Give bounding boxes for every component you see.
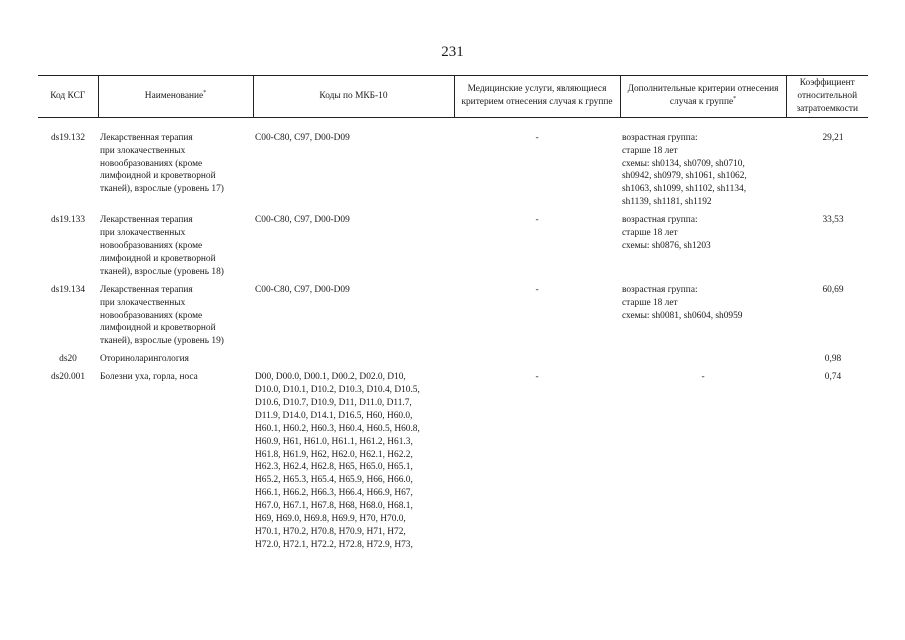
mkb-codes-line: H67.0, H67.1, H67.8, H68, H68.0, H68.1, [255, 501, 413, 512]
ksg-name-line: при злокачественных [100, 297, 186, 308]
criteria-line: схемы: sh0134, sh0709, sh0710, [622, 158, 745, 169]
mkb-codes-line: C00-C80, C97, D00-D09 [255, 132, 350, 143]
mkb-codes-line: H60.1, H60.2, H60.3, H60.4, H60.5, H60.8, [255, 423, 420, 434]
ksg-name-line: Лекарственная терапия [100, 284, 193, 295]
coefficient: 0,98 [824, 354, 842, 365]
table-row [38, 284, 868, 354]
mkb-codes-line: H70.1, H70.2, H70.8, H70.9, H71, H72, [255, 527, 406, 537]
criteria-line: схемы: sh0876, sh1203 [622, 240, 711, 251]
ksg-name-line: при злокачественных [100, 228, 186, 239]
criteria-line: схемы: sh0081, sh0604, sh0959 [622, 310, 743, 321]
coefficient: 29,21 [822, 132, 844, 143]
mkb-codes-line: H66.1, H66.2, H66.3, H66.4, H66.9, H67, [255, 488, 413, 499]
criteria [620, 371, 786, 557]
criteria [620, 132, 786, 214]
ksg-name-line: Лекарственная терапия [100, 132, 193, 143]
criteria-line: возрастная группа: [622, 284, 698, 295]
ksg-name-line: новообразованиях (кроме [100, 240, 203, 251]
ksg-code: ds19.133 [50, 215, 86, 226]
header-code: Код КСГ [38, 76, 98, 118]
mkb-codes [253, 371, 454, 557]
coefficient: 0,74 [824, 372, 842, 383]
coefficient: 60,69 [822, 284, 844, 295]
mkb-codes-line: H72.0, H72.1, H72.2, H72.8, H72.9, H73, [255, 539, 413, 550]
criteria-line: возрастная группа: [622, 132, 698, 143]
ksg-name [98, 353, 253, 371]
services: - [535, 372, 539, 383]
mkb-codes-line: C00-C80, C97, D00-D09 [255, 215, 350, 226]
mkb-codes [253, 132, 454, 214]
services: - [535, 132, 539, 143]
mkb-codes [253, 353, 454, 371]
mkb-codes-line: D10.0, D10.1, D10.2, D10.3, D10.4, D10.5, [255, 385, 420, 396]
table-row [38, 214, 868, 284]
ksg-name-line: Оториноларингология [100, 354, 189, 365]
ksg-name-line: лимфоидной и кроветворной [100, 253, 216, 264]
mkb-codes-line: D10.6, D10.7, D10.9, D11, D11.0, D11.7, [255, 397, 412, 408]
mkb-codes [253, 284, 454, 354]
mkb-codes-line: D11.9, D14.0, D14.1, D16.5, H60, H60.0, [255, 410, 413, 421]
ksg-name-line: тканей), взрослые (уровень 17) [100, 184, 224, 195]
criteria-line: возрастная группа: [622, 215, 698, 226]
ksg-name [98, 371, 253, 557]
ksg-table [38, 75, 868, 557]
ksg-name-line: тканей), взрослые (уровень 18) [100, 266, 224, 277]
ksg-name-line: новообразованиях (кроме [100, 158, 203, 169]
ksg-name-line: лимфоидной и кроветворной [100, 323, 216, 334]
table-row [38, 132, 868, 214]
table-row [38, 371, 868, 557]
criteria [620, 353, 786, 371]
mkb-codes-line: D00, D00.0, D00.1, D00.2, D02.0, D10, [255, 372, 406, 383]
mkb-codes [253, 214, 454, 284]
coefficient: 33,53 [822, 215, 844, 226]
mkb-codes-line: H62.3, H62.4, H62.8, H65, H65.0, H65.1, [255, 462, 413, 473]
header-services: Медицинские услуги, являющиеся критерием отнесения случая к группе [454, 76, 620, 118]
criteria [620, 284, 786, 354]
mkb-codes-line: H69, H69.0, H69.8, H69.9, H70, H70.0, [255, 514, 406, 525]
ksg-code: ds19.132 [50, 132, 86, 143]
criteria [620, 214, 786, 284]
mkb-codes-line: H61.8, H61.9, H62, H62.0, H62.1, H62.2, [255, 449, 413, 460]
page-number: 231 [441, 44, 464, 60]
mkb-codes-line: C00-C80, C97, D00-D09 [255, 284, 350, 295]
ksg-name-line: Лекарственная терапия [100, 215, 193, 226]
ksg-code: ds19.134 [50, 284, 86, 295]
ksg-name-line: тканей), взрослые (уровень 19) [100, 336, 224, 347]
ksg-name-line: Болезни уха, горла, носа [100, 372, 198, 383]
criteria-line: старше 18 лет [622, 297, 678, 308]
criteria-line: sh1063, sh1099, sh1102, sh1134, [622, 184, 747, 195]
ksg-name-line: лимфоидной и кроветворной [100, 171, 216, 182]
ksg-name [98, 132, 253, 214]
services: - [535, 284, 539, 295]
header-name: Наименование* [98, 76, 253, 118]
services [454, 353, 620, 371]
criteria-line: - [701, 372, 705, 383]
mkb-codes-line: H60.9, H61, H61.0, H61.1, H61.2, H61.3, [255, 436, 413, 447]
criteria-line: sh0942, sh0979, sh1061, sh1062, [622, 171, 747, 182]
ksg-code: ds20 [59, 354, 77, 365]
ksg-name-line: при злокачественных [100, 145, 186, 156]
mkb-codes-line: H65.2, H65.3, H65.4, H65.9, H66, H66.0, [255, 475, 413, 486]
services: - [535, 215, 539, 226]
header-coef: Коэффициент относительной затратоемкости [786, 76, 868, 118]
header-mkb: Коды по МКБ-10 [253, 76, 454, 118]
table-row [38, 353, 868, 371]
criteria-line: старше 18 лет [622, 228, 678, 239]
criteria-line: sh1139, sh1181, sh1192 [622, 197, 712, 208]
ksg-name [98, 214, 253, 284]
ksg-code: ds20.001 [50, 372, 86, 383]
ksg-name-line: новообразованиях (кроме [100, 310, 203, 321]
table-header-row [38, 76, 868, 118]
ksg-name [98, 284, 253, 354]
criteria-line: старше 18 лет [622, 145, 678, 156]
header-criteria: Дополнительные критерии отнесения случая к группе* [620, 76, 786, 118]
